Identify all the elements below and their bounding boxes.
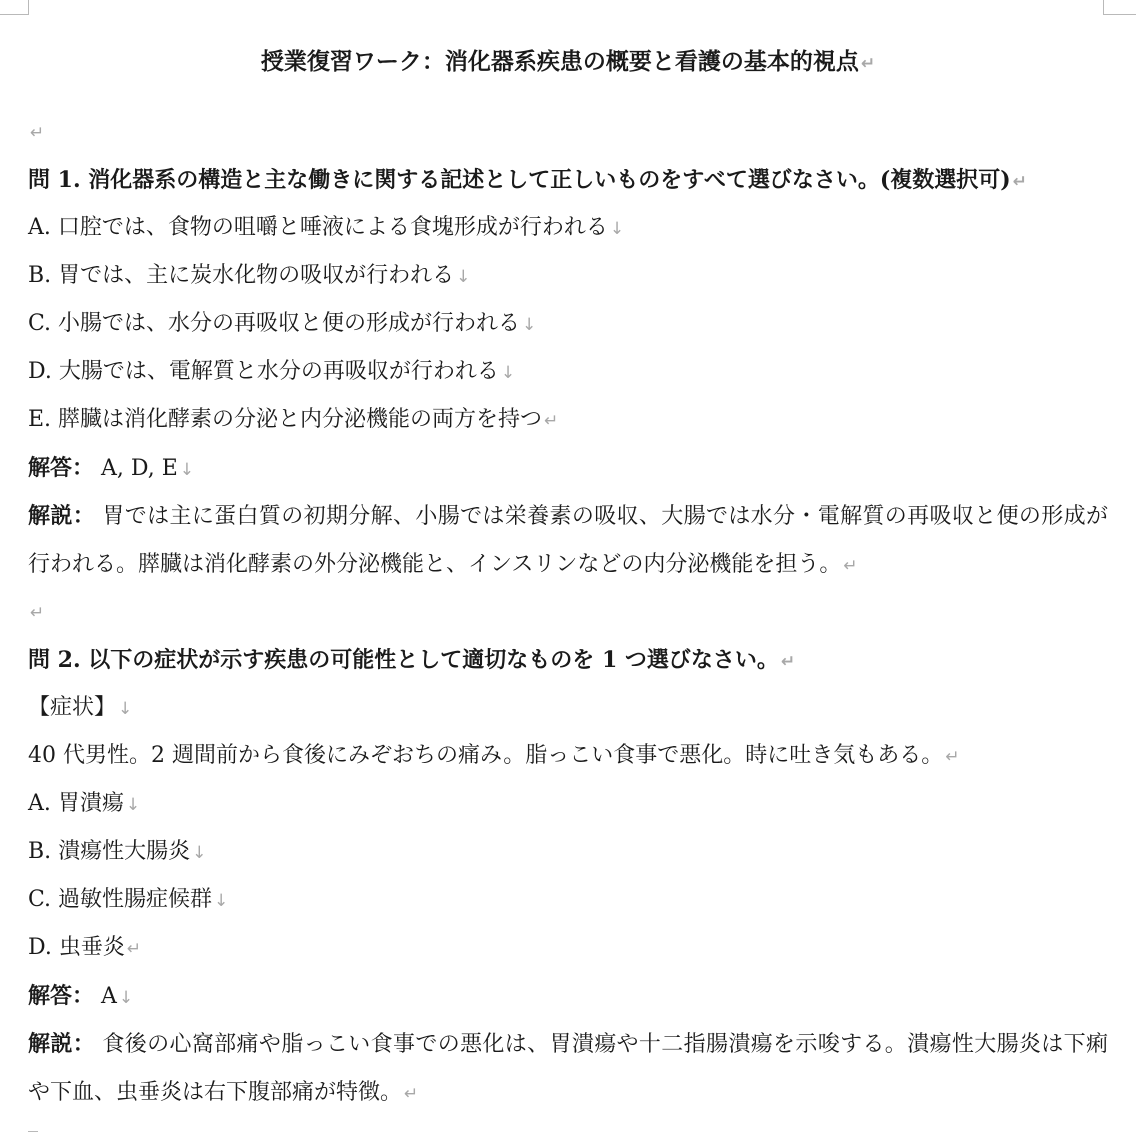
q1-option-a: A. 口腔では、食物の咀嚼と唾液による食塊形成が行われる ↓	[28, 215, 625, 240]
line-break-mark: ↓	[500, 363, 516, 383]
q1-option-d: D. 大腸では、電解質と水分の再吸収が行われる ↓	[28, 359, 516, 384]
document-title: 授業復習ワーク：消化器系疾患の概要と看護の基本的視点 ↵	[260, 48, 876, 75]
symptom-text: 40 代男性。2 週間前から食後にみぞおちの痛み。脂っこい食事で悪化。時に吐き気もある。 ↵	[28, 743, 960, 768]
line-break-mark: ↓	[214, 891, 229, 911]
explanation-label: 解説：	[28, 503, 96, 529]
crop-mark-top-left	[0, 0, 29, 15]
crop-mark-bottom-left	[28, 1131, 38, 1142]
paragraph-mark: ↵	[843, 556, 858, 576]
q1-explanation	[28, 492, 1108, 590]
answer-value: A, D, E	[94, 456, 178, 481]
symptom-heading: 【症状】 ↓	[28, 695, 133, 720]
paragraph-mark: ↵	[1012, 172, 1027, 192]
question-1-heading: 問 1. 消化器系の構造と主な働きに関する記述として正しいものをすべて選びなさい。(複数選択可) ↵	[28, 167, 1027, 193]
line-break-mark: ↓	[456, 267, 471, 287]
paragraph-mark: ↵	[544, 411, 559, 431]
empty-paragraph	[28, 116, 1108, 149]
q1-option-c: C. 小腸では、水分の再吸収と便の形成が行われる ↓	[28, 311, 537, 336]
crop-mark-top-right	[1103, 0, 1136, 15]
line-break-mark: ↓	[118, 988, 134, 1008]
paragraph-mark: ↵	[30, 123, 45, 143]
line-break-mark: ↓	[125, 795, 141, 815]
q2-option-d: D. 虫垂炎 ↵	[28, 935, 142, 960]
line-break-mark: ↓	[522, 315, 537, 335]
q2-explanation	[28, 1020, 1108, 1118]
answer-value: A	[94, 984, 117, 1009]
paragraph-mark: ↵	[860, 54, 876, 74]
paragraph-mark: ↵	[126, 939, 142, 959]
paragraph-mark: ↵	[30, 603, 45, 623]
line-break-mark: ↓	[192, 843, 207, 863]
empty-paragraph	[28, 596, 1108, 629]
q1-option-b: B. 胃では、主に炭水化物の吸収が行われる ↓	[28, 263, 471, 288]
line-break-mark: ↓	[609, 219, 625, 239]
q2-option-b: B. 潰瘍性大腸炎 ↓	[28, 839, 207, 864]
paragraph-mark: ↵	[945, 747, 960, 767]
q2-option-c: C. 過敏性腸症候群 ↓	[28, 887, 229, 912]
explanation-text: 食後の心窩部痛や脂っこい食事での悪化は、胃潰瘍や十二指腸潰瘍を示唆する。潰瘍性大腸炎は下痢や下血、虫垂炎は右下腹部痛が特徴。	[28, 1032, 1108, 1105]
q1-option-e: E. 膵臓は消化酵素の分泌と内分泌機能の両方を持つ ↵	[28, 407, 559, 432]
q2-answer	[28, 980, 1108, 1014]
q1-answer	[28, 452, 1108, 486]
paragraph-mark: ↵	[404, 1084, 419, 1104]
line-break-mark: ↓	[179, 460, 195, 480]
answer-label: 解答：	[28, 455, 95, 481]
explanation-label: 解説：	[28, 1031, 96, 1057]
question-2-heading: 問 2. 以下の症状が示す疾患の可能性として適切なものを 1 つ選びなさい。 ↵	[28, 647, 796, 673]
q2-option-a: A. 胃潰瘍 ↓	[28, 791, 141, 816]
explanation-text: 胃では主に蛋白質の初期分解、小腸では栄養素の吸収、大腸では水分・電解質の再吸収と便の形成が行われる。膵臓は消化酵素の外分泌機能と、インスリンなどの内分泌機能を担う。	[28, 504, 1108, 577]
paragraph-mark: ↵	[780, 652, 796, 672]
answer-label: 解答：	[28, 983, 95, 1009]
line-break-mark: ↓	[118, 699, 133, 719]
